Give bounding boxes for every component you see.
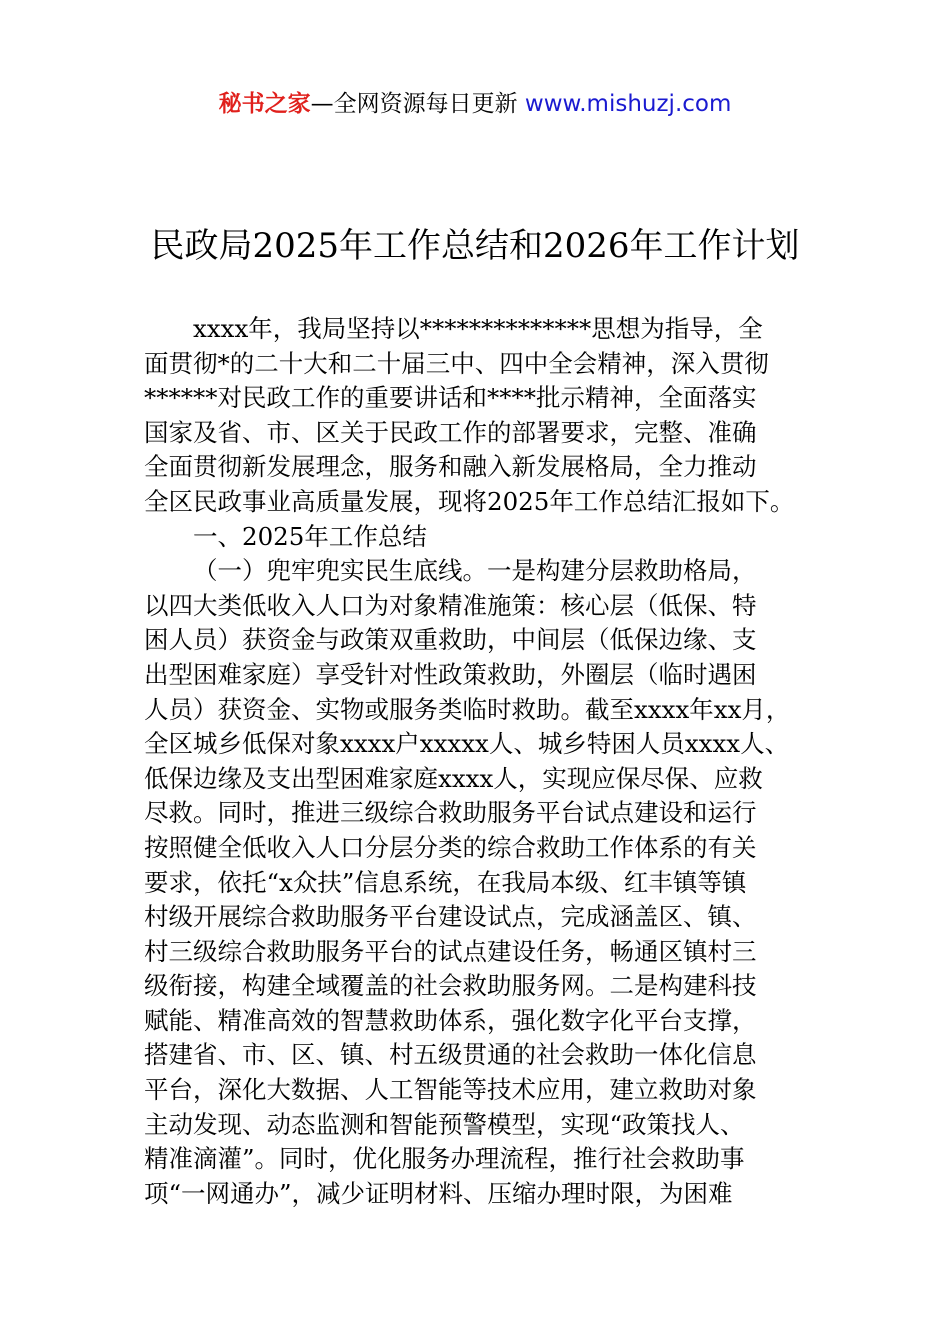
paragraph-line: 村三级综合救助服务平台的试点建设任务，畅通区镇村三 <box>144 936 757 966</box>
paragraph-line: 尽救。同时，推进三级综合救助服务平台试点建设和运行 <box>144 798 757 828</box>
document-body <box>144 312 809 1211</box>
paragraph-line: 级衔接，构建全域覆盖的社会救助服务网。二是构建科技 <box>144 971 757 1001</box>
site-header <box>0 88 950 120</box>
paragraph-line: 全区民政事业高质量发展，现将2025年工作总结汇报如下。 <box>144 486 795 516</box>
paragraph-line: 精准滴灌”。同时，优化服务办理流程，推行社会救助事 <box>144 1144 745 1174</box>
paragraph-line: 出型困难家庭）享受针对性政策救助，外圈层（临时遇困 <box>144 659 757 689</box>
paragraph-line: 按照健全低收入人口分层分类的综合救助工作体系的有关 <box>144 832 757 862</box>
paragraph-line: 面贯彻*的二十大和二十届三中、四中全会精神，深入贯彻 <box>144 348 769 378</box>
header-tagline: —全网资源每日更新 <box>310 91 525 117</box>
paragraph-line: xxxx年，我局坚持以**************思想为指导，全 <box>193 314 763 343</box>
paragraph-line: 要求，依托“x众扶”信息系统，在我局本级、红丰镇等镇 <box>144 867 747 897</box>
document-title: 民政局2025年工作总结和2026年工作计划 <box>150 226 800 266</box>
paragraph-line: 困人员）获资金与政策双重救助，中间层（低保边缘、支 <box>144 625 757 655</box>
brand-name: 秘书之家 <box>218 91 311 117</box>
paragraph-line: 人员）获资金、实物或服务类临时救助。截至xxxx年xx月， <box>144 694 791 724</box>
paragraph-line: 赋能、精准高效的智慧救助体系，强化数字化平台支撑， <box>144 1005 757 1035</box>
paragraph-line: 项“一网通办”，减少证明材料、压缩办理时限，为困难 <box>144 1178 733 1208</box>
paragraph-line: 低保边缘及支出型困难家庭xxxx人，实现应保尽保、应救 <box>144 763 763 793</box>
paragraph-line: 村级开展综合救助服务平台建设试点，完成涵盖区、镇、 <box>144 902 757 932</box>
paragraph-line: 以四大类低收入人口为对象精准施策：核心层（低保、特 <box>144 590 757 620</box>
paragraph-line: 平台，深化大数据、人工智能等技术应用，建立救助对象 <box>144 1075 757 1105</box>
paragraph-line: 主动发现、动态监测和智能预警模型，实现“政策找人、 <box>144 1109 745 1139</box>
header-url-link[interactable]: www.mishuzj.com <box>524 91 732 117</box>
paragraph-line: ******对民政工作的重要讲话和****批示精神，全面落实 <box>144 383 757 413</box>
paragraph-line: 全面贯彻新发展理念，服务和融入新发展格局，全力推动 <box>144 452 757 482</box>
paragraph-line: 全区城乡低保对象xxxx户xxxxx人、城乡特困人员xxxx人、 <box>144 729 790 759</box>
paragraph-line: 搭建省、市、区、镇、村五级贯通的社会救助一体化信息 <box>144 1040 757 1070</box>
paragraph-line: （一）兜牢兜实民生底线。一是构建分层救助格局， <box>193 556 757 586</box>
paragraph-line: 国家及省、市、区关于民政工作的部署要求，完整、准确 <box>144 417 757 447</box>
section-heading: 一、2025年工作总结 <box>193 521 427 551</box>
